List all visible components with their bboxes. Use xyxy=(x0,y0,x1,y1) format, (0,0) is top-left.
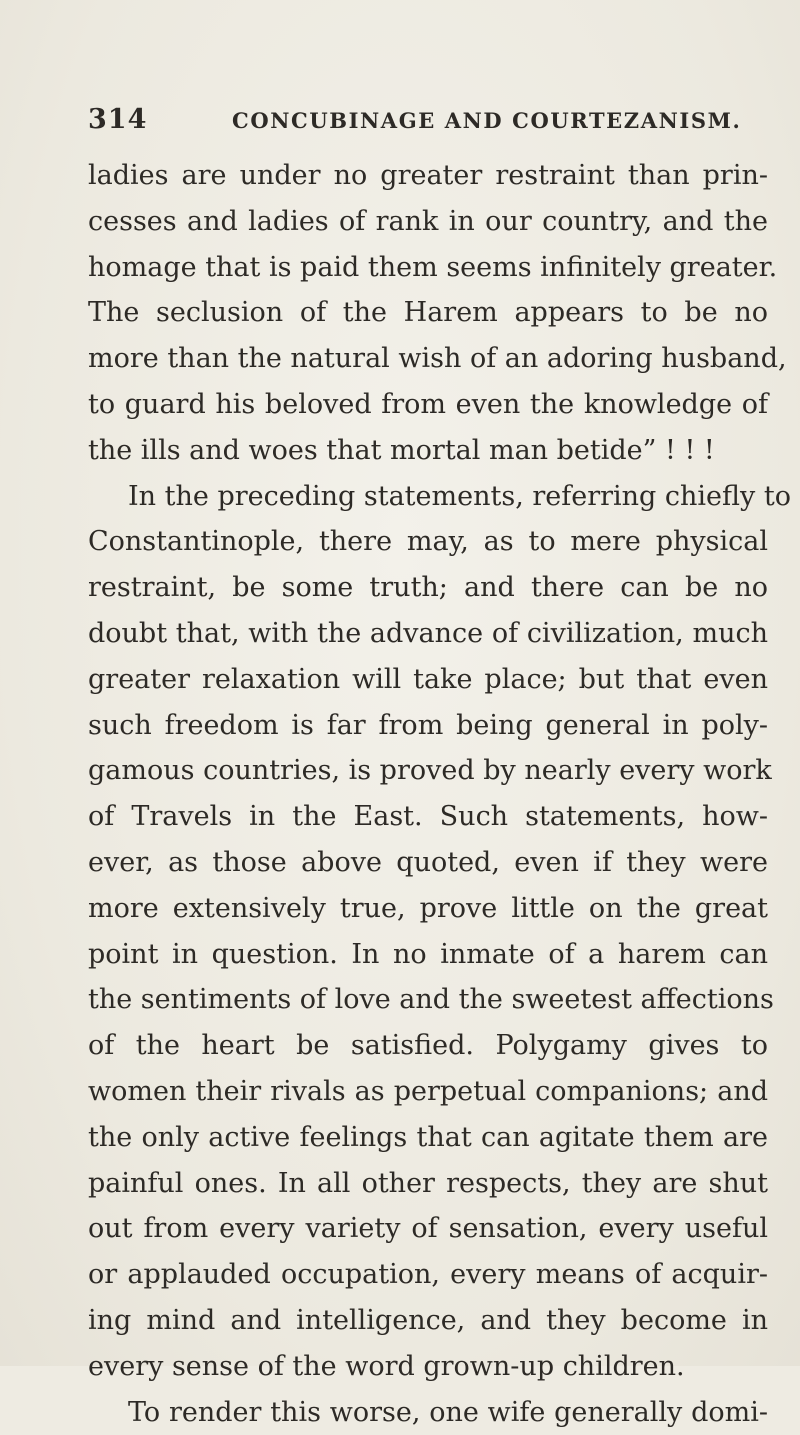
text-line: ing mind and intelligence, and they become in xyxy=(88,1304,768,1336)
text-line: gamous countries, is proved by nearly every work xyxy=(88,755,772,787)
text-line: of the heart be satisfied. Polygamy gives to xyxy=(88,1030,768,1062)
text-line: ever, as those above quoted, even if they were xyxy=(88,846,768,878)
text-line: of Travels in the East. Such statements, how- xyxy=(88,801,768,833)
text-line: doubt that, with the advance of civilization, much xyxy=(88,617,768,649)
text-line: cesses and ladies of rank in our country, and the xyxy=(88,205,768,237)
text-line: out from every variety of sensation, every useful xyxy=(88,1213,768,1245)
paragraph-start-line: To render this worse, one wife generally domi- xyxy=(128,1396,768,1428)
text-line: more extensively true, prove little on the great xyxy=(88,892,768,924)
text-line: point in question. In no inmate of a harem can xyxy=(88,938,768,970)
page-header xyxy=(88,104,768,140)
text-line: every sense of the word grown-up children. xyxy=(88,1350,685,1382)
text-line: ladies are under no greater restraint than prin- xyxy=(88,160,768,191)
text-line: or applauded occupation, every means of acquir- xyxy=(88,1259,768,1291)
text-line: more than the natural wish of an adoring husband, xyxy=(88,343,787,375)
text-line: the sentiments of love and the sweetest affections xyxy=(88,984,774,1016)
running-head: CONCUBINAGE AND COURTEZANISM. xyxy=(232,108,742,133)
text-line: women their rivals as perpetual companions; and xyxy=(88,1075,768,1107)
text-line: painful ones. In all other respects, they are shut xyxy=(88,1167,768,1199)
text-line: the ills and woes that mortal man betide” ! ! ! xyxy=(88,434,715,466)
text-line: restraint, be some truth; and there can be no xyxy=(88,572,768,604)
page-number: 314 xyxy=(88,104,148,135)
text-line: Constantinople, there may, as to mere physical xyxy=(88,526,768,558)
text-line: homage that is paid them seems infinitely greater. xyxy=(88,251,778,283)
text-line: to guard his beloved from even the knowledge of xyxy=(88,388,768,420)
text-line: greater relaxation will take place; but that even xyxy=(88,663,768,695)
text-line: The seclusion of the Harem appears to be no xyxy=(88,297,768,329)
paragraph-start-line: In the preceding statements, referring chiefly to xyxy=(128,480,791,512)
text-line: the only active feelings that can agitate them are xyxy=(88,1121,768,1153)
text-line: such freedom is far from being general in poly- xyxy=(88,709,768,741)
body-text xyxy=(88,153,791,1435)
